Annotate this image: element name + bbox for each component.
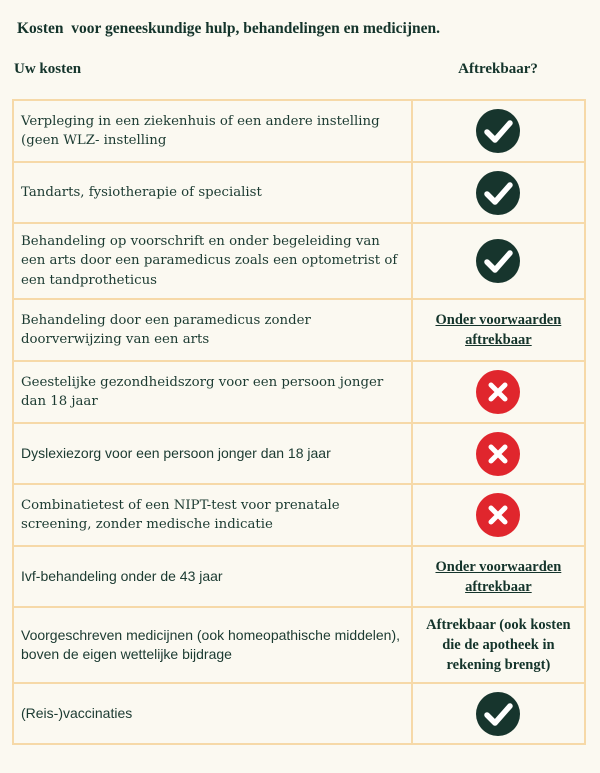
deductible-cell bbox=[412, 484, 585, 546]
table-row bbox=[13, 100, 585, 162]
cost-cell: Behandeling op voorschrift en onder begeleiding van een arts door een paramedicus zoals een optometrist of een tandprotheticus bbox=[13, 223, 412, 299]
table-row bbox=[13, 162, 585, 223]
conditional-status: Onder voorwaarden aftrekbaar bbox=[435, 312, 562, 348]
cost-cell: Ivf-behandeling onder de 43 jaar bbox=[13, 546, 412, 607]
conditional-status: Onder voorwaarden aftrekbaar bbox=[435, 558, 562, 595]
cross-icon bbox=[476, 432, 520, 476]
cost-table bbox=[12, 99, 586, 745]
cost-cell: Tandarts, fysiotherapie of specialist bbox=[13, 162, 412, 223]
column-header-deductible: Aftrekbaar? bbox=[458, 61, 538, 77]
table-row bbox=[13, 484, 585, 546]
cost-cell: Voorgeschreven medicijnen (ook homeopathische middelen), boven de eigen wettelijke bijdrage bbox=[13, 607, 412, 683]
deductible-cell bbox=[412, 361, 585, 423]
deductible-cell bbox=[412, 299, 585, 361]
check-icon bbox=[476, 239, 520, 283]
page-title: Kosten voor geneeskundige hulp, behandelingen en medicijnen. bbox=[17, 20, 441, 37]
table-row bbox=[13, 361, 585, 423]
deductible-cell bbox=[412, 162, 585, 223]
table-row bbox=[13, 423, 585, 484]
cost-cell: Verpleging in een ziekenhuis of een andere instelling (geen WLZ- instelling bbox=[13, 100, 412, 162]
table-row bbox=[13, 223, 585, 299]
cross-icon bbox=[476, 493, 520, 537]
check-icon bbox=[476, 109, 520, 153]
deductible-cell bbox=[412, 546, 585, 607]
cost-cell: Combinatietest of een NIPT-test voor prenatale screening, zonder medische indicatie bbox=[13, 484, 412, 546]
table-row bbox=[13, 683, 585, 744]
cost-cell: Dyslexiezorg voor een persoon jonger dan 18 jaar bbox=[13, 423, 412, 484]
deductible-cell bbox=[412, 100, 585, 162]
deductible-cell bbox=[412, 423, 585, 484]
deductible-cell bbox=[412, 683, 585, 744]
check-icon bbox=[476, 692, 520, 736]
table-row bbox=[13, 607, 585, 683]
deductible-status: Aftrekbaar (ook kosten die de apotheek in rekening brengt) bbox=[426, 617, 571, 673]
deductible-cell bbox=[412, 607, 585, 683]
check-icon bbox=[476, 171, 520, 215]
table-row bbox=[13, 299, 585, 361]
cost-cell: Geestelijke gezondheidszorg voor een persoon jonger dan 18 jaar bbox=[13, 361, 412, 423]
cost-cell: Behandeling door een paramedicus zonder doorverwijzing van een arts bbox=[13, 299, 412, 361]
cross-icon bbox=[476, 370, 520, 414]
deductible-cell bbox=[412, 223, 585, 299]
column-header-costs: Uw kosten bbox=[14, 61, 82, 77]
cost-cell: (Reis-)vaccinaties bbox=[13, 683, 412, 744]
table-row bbox=[13, 546, 585, 607]
